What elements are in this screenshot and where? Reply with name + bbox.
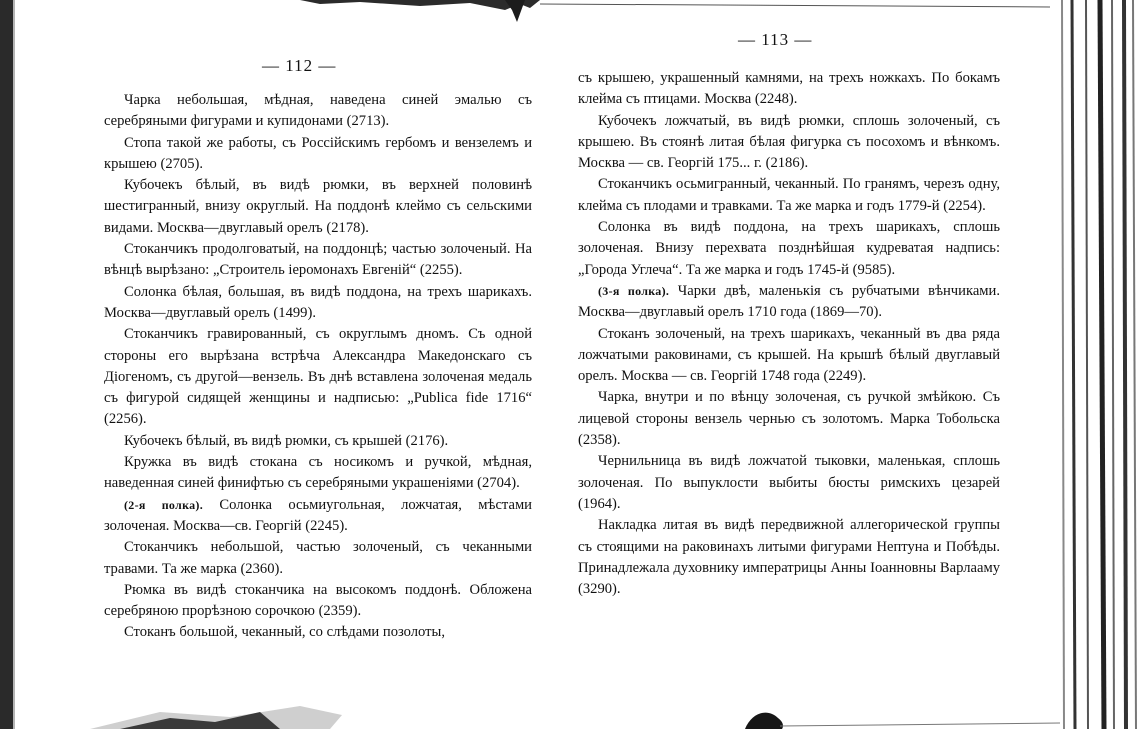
paragraph: Стоканъ золоченый, на трехъ шарикахъ, чеканный въ два ряда ложчатыми раковинами, съ крышей. На крышѣ бѣлый двуглавый орелъ. Москва — св. Георгій 1748 года (2249).: [578, 325, 1000, 385]
paragraph-text: Солонка осьмиугольная, ложчатая, мѣстами золоченая. Москва—св. Георгій (2245).: [104, 496, 532, 534]
paragraph: Солонка бѣлая, большая, въ видѣ поддона, на трехъ шарикахъ. Москва—двуглавый орелъ (1499).: [104, 283, 532, 321]
paragraph: Чарка, внутри и по вѣнцу золоченая, съ ручкой змѣйкою. Съ лицевой стороны вензель чернью съ золотомъ. Марка Тобольска (2358).: [578, 389, 1000, 449]
paragraph: Стоканчикъ гравированный, съ округлымъ дномъ. Съ одной стороны его вырѣзана встрѣча Александра Македонскаго съ Діогеномъ, съ другой—вензель. Въ днѣ вставлена золоченая медаль съ фигурой сидящей женщины и надписью: „Publica fide 1716“ (2256).: [104, 326, 532, 428]
paragraph-text: Чарки двѣ, маленькія съ рубчатыми вѣнчиками. Москва—двуглавый орелъ 1710 года (1869—70).: [578, 282, 1000, 321]
left-page: [16, 0, 542, 729]
paragraph: Кубочекъ ложчатый, въ видѣ рюмки, сплошь золоченый, съ крышею. Въ стоянѣ литая бѣлая фигурка съ посохомъ и вѣнкомъ. Москва — св. Георгій 175... г. (2186).: [578, 112, 1000, 172]
paragraph: [578, 281, 1000, 324]
right-edge-binding: [1060, 0, 1140, 729]
paragraph: Стоканъ большой, чеканный, со слѣдами позолоты,: [124, 624, 445, 641]
paragraph: Чарка небольшая, мѣдная, наведена синей эмалью съ серебряными фигурами и купидонами (2713).: [104, 92, 532, 130]
page-number: — 112 —: [262, 56, 337, 75]
right-page-text: [578, 68, 1000, 600]
paragraph: Стопа такой же работы, съ Россійскимъ гербомъ и вензелемъ и крышею (2705).: [104, 134, 532, 172]
shelf-label: (3-я полка).: [598, 283, 670, 298]
left-page-text: [104, 90, 532, 644]
right-page: [542, 0, 1062, 729]
paragraph: Кубочекъ бѣлый, въ видѣ рюмки, съ крышей (2176).: [124, 432, 449, 449]
paragraph: Стоканчикъ небольшой, частью золоченый, съ чеканными травами. Та же марка (2360).: [104, 539, 532, 577]
left-page-edge-shadow: [0, 0, 13, 729]
paragraph: Чернильница въ видѣ ложчатой тыковки, маленькая, сплошь золоченая. По выпуклости выбиты бюсты римскихъ цезарей (1964).: [578, 453, 1000, 512]
paragraph: Рюмка въ видѣ стоканчика на высокомъ поддонѣ. Обложена серебряною прорѣзною сорочкою (2359).: [104, 581, 532, 620]
paragraph: [104, 495, 532, 538]
paragraph: Солонка въ видѣ поддона, на трехъ шарикахъ, сплошь золоченая. Внизу перехвата позднѣйшая кудреватая надпись: „Города Углеча“. Та же марка и годъ 1745-й (9585).: [578, 219, 1000, 278]
page-number: — 113 —: [738, 30, 813, 49]
paragraph: Стоканчикъ осьмигранный, чеканный. По гранямъ, черезъ одну, клейма съ плодами и травками. Та же марка и годъ 1779-й (2254).: [578, 176, 1000, 214]
paragraph: Кружка въ видѣ стокана съ носикомъ и ручкой, мѣдная, наведенная синей финифтью съ серебряными украшеніями (2704).: [104, 454, 532, 492]
continued-paragraph: съ крышею, украшенный камнями, на трехъ ножкахъ. По бокамъ клейма съ птицами. Москва (2248).: [578, 70, 1000, 108]
paragraph: Стоканчикъ продолговатый, на поддонцѣ; частью золоченый. На вѣнцѣ вырѣзано: „Строитель іеромонахъ Евгеній“ (2255).: [104, 241, 532, 279]
paragraph: Кубочекъ бѣлый, въ видѣ рюмки, въ верхней половинѣ шестигранный, внизу округлый. На поддонѣ клеймо съ сельскими видами. Москва—двуглавый орелъ (2178).: [104, 177, 532, 236]
paragraph: Накладка литая въ видѣ передвижной аллегорической группы съ стоящими на раковинахъ литыми фигурами Нептуна и Побѣды. Принадлежала духовнику императрицы Анны Іоанновны Варлааму (3290).: [578, 517, 1000, 598]
shelf-label: (2-я полка).: [124, 497, 204, 512]
